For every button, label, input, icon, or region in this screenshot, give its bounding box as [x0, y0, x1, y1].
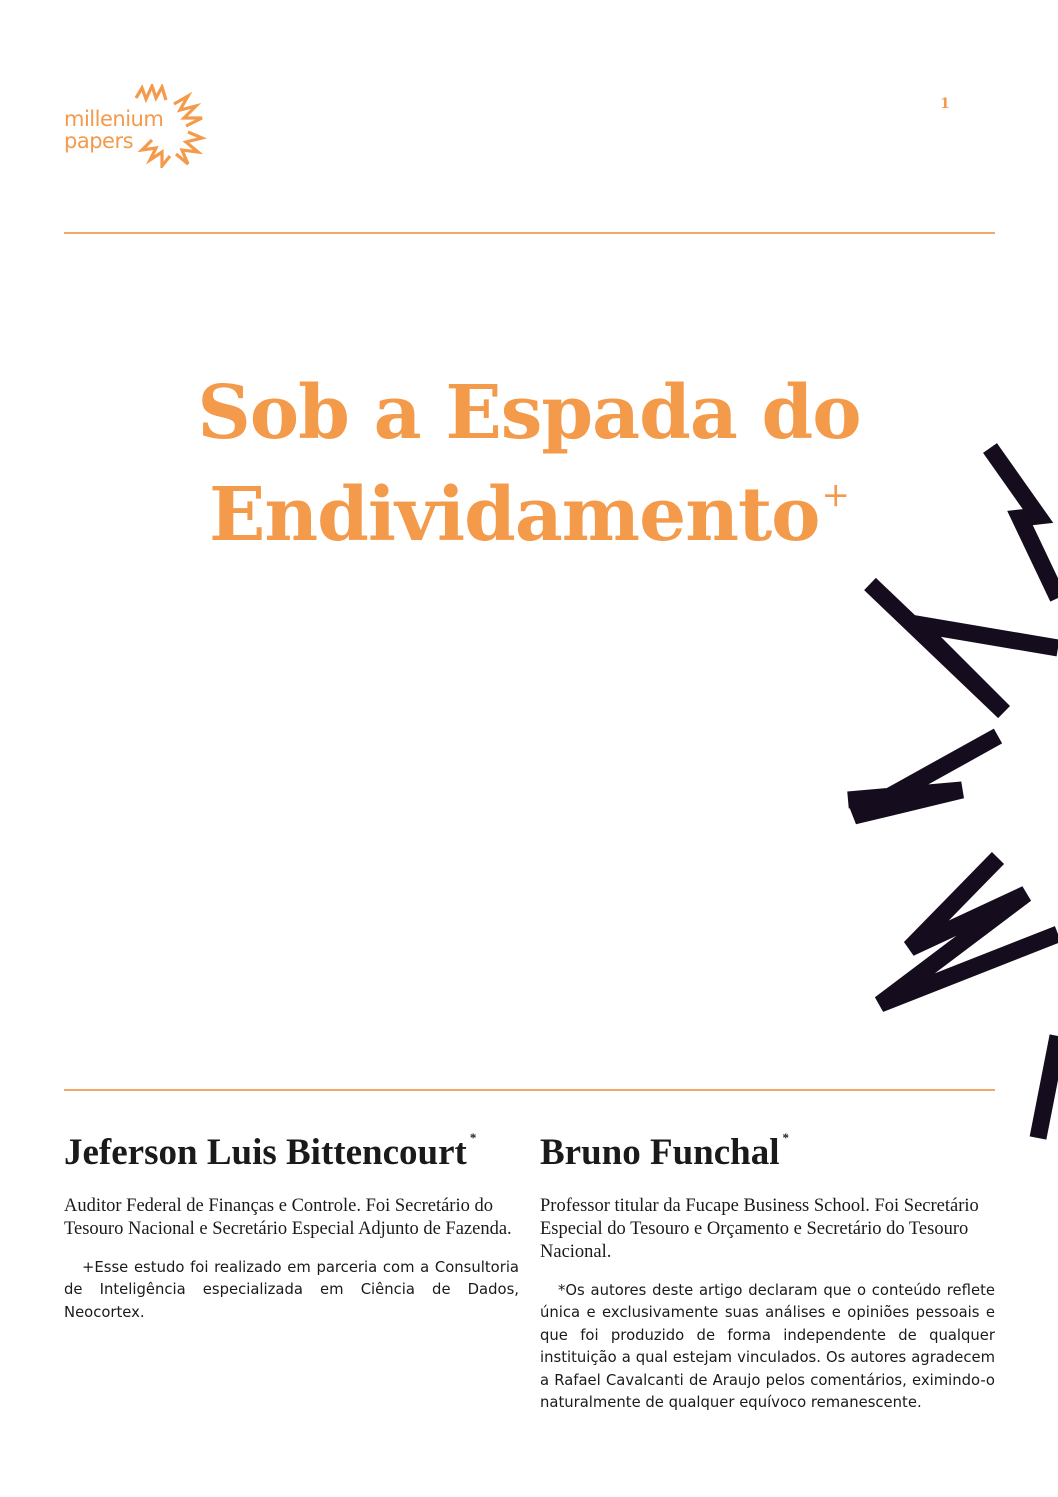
study-footnote: +Esse estudo foi realizado em parceria com a Consultoria de Inteligência especializada em Ciência de Dados, Neocortex. [64, 1259, 519, 1321]
author-name-text: Bruno Funchal [540, 1132, 780, 1173]
title-footnote-marker: + [821, 475, 850, 515]
title-line-1: Sob a Espada do [197, 370, 861, 456]
author-block-funchal [540, 1116, 995, 1414]
title-line-2: Endividamento [208, 472, 820, 558]
author-bio: Auditor Federal de Finanças e Controle. Foi Secretário do Tesouro Nacional e Secretário Especial Adjunto de Fazenda. [64, 1196, 512, 1239]
logo-line-1: millenium [64, 107, 164, 131]
disclaimer-footnote: *Os autores deste artigo declaram que o conteúdo reflete única e exclusivamente suas análises e opiniões pessoais e que foi produzido de forma independente de qualquer instituição a qual estejam vinculados. Os autores agradecem a Rafael Cavalcanti de Araujo pelos comentários, eximindo-o naturalmente de qualquer equívoco remanescente. [540, 1282, 995, 1412]
top-divider [64, 232, 995, 234]
author-bio: Professor titular da Fucape Business School. Foi Secretário Especial do Tesouro e Orçamento e Secretário do Tesouro Nacional. [540, 1196, 979, 1262]
millenium-papers-logo [64, 84, 214, 168]
burst-icon [812, 438, 1058, 1158]
author-footnote-marker: * [782, 1130, 790, 1145]
page-number: 1 [940, 96, 950, 112]
author-name [64, 1116, 519, 1175]
author-footnote-marker: * [469, 1130, 477, 1145]
author-name [540, 1116, 995, 1175]
bottom-divider [64, 1089, 995, 1091]
author-name-text: Jeferson Luis Bittencourt [64, 1132, 467, 1173]
logo-line-2: papers [64, 129, 134, 153]
burst-icon [130, 84, 210, 168]
author-block-bittencourt [64, 1116, 519, 1324]
